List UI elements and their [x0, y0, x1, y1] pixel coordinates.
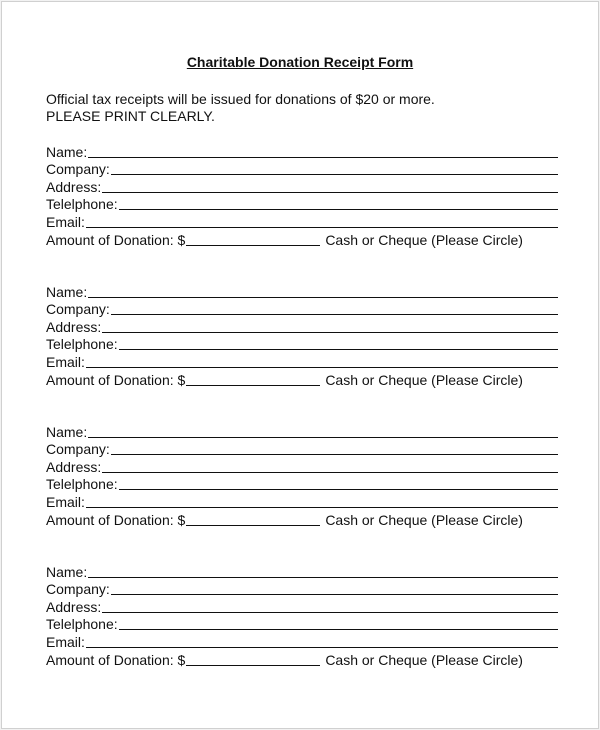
- payment-method-label[interactable]: Cash or Cheque (Please Circle): [325, 371, 523, 388]
- amount-label: Amount of Donation: $: [46, 511, 186, 528]
- company-row: [46, 440, 558, 458]
- address-label: Address:: [46, 318, 102, 335]
- email-field[interactable]: [86, 213, 558, 228]
- email-row: [46, 212, 558, 230]
- amount-row: [46, 510, 558, 528]
- name-field[interactable]: [88, 563, 558, 578]
- amount-field[interactable]: [186, 231, 320, 246]
- payment-method-label[interactable]: Cash or Cheque (Please Circle): [325, 651, 523, 668]
- payment-method-label[interactable]: Cash or Cheque (Please Circle): [325, 511, 523, 528]
- address-field[interactable]: [102, 598, 558, 613]
- name-label: Name:: [46, 423, 88, 440]
- company-field[interactable]: [111, 300, 558, 315]
- company-field[interactable]: [111, 160, 558, 175]
- donor-block-3: [46, 422, 558, 528]
- address-label: Address:: [46, 178, 102, 195]
- amount-field[interactable]: [186, 511, 320, 526]
- company-row: [46, 300, 558, 318]
- email-label: Email:: [46, 633, 85, 650]
- amount-row: [46, 370, 558, 388]
- telephone-label: Telelphone:: [46, 196, 118, 213]
- amount-label: Amount of Donation: $: [46, 371, 186, 388]
- telephone-label: Telelphone:: [46, 336, 118, 353]
- telephone-row: [46, 615, 558, 633]
- address-field[interactable]: [102, 458, 558, 473]
- amount-field[interactable]: [186, 651, 320, 666]
- telephone-field[interactable]: [119, 335, 558, 350]
- address-field[interactable]: [102, 178, 558, 193]
- donor-block-2: [46, 282, 558, 388]
- name-field[interactable]: [88, 283, 558, 298]
- company-label: Company:: [46, 301, 110, 318]
- address-row: [46, 597, 558, 615]
- amount-field[interactable]: [186, 371, 320, 386]
- email-field[interactable]: [86, 353, 558, 368]
- name-row: [46, 282, 558, 300]
- amount-row: [46, 230, 558, 248]
- email-row: [46, 492, 558, 510]
- company-row: [46, 160, 558, 178]
- donor-block-1: [46, 142, 558, 248]
- telephone-field[interactable]: [119, 195, 558, 210]
- payment-method-label[interactable]: Cash or Cheque (Please Circle): [325, 231, 523, 248]
- telephone-label: Telelphone:: [46, 616, 118, 633]
- donor-block-4: [46, 562, 558, 668]
- amount-label: Amount of Donation: $: [46, 231, 186, 248]
- name-field[interactable]: [88, 423, 558, 438]
- address-row: [46, 177, 558, 195]
- company-row: [46, 580, 558, 598]
- address-label: Address:: [46, 598, 102, 615]
- company-field[interactable]: [111, 440, 558, 455]
- email-label: Email:: [46, 213, 85, 230]
- form-instructions: [46, 91, 435, 124]
- form-title: Charitable Donation Receipt Form: [186, 54, 414, 70]
- telephone-row: [46, 475, 558, 493]
- email-label: Email:: [46, 353, 85, 370]
- address-row: [46, 457, 558, 475]
- amount-label: Amount of Donation: $: [46, 651, 186, 668]
- email-field[interactable]: [86, 493, 558, 508]
- company-label: Company:: [46, 581, 110, 598]
- telephone-field[interactable]: [119, 615, 558, 630]
- company-label: Company:: [46, 441, 110, 458]
- name-label: Name:: [46, 143, 88, 160]
- name-row: [46, 562, 558, 580]
- name-label: Name:: [46, 283, 88, 300]
- email-field[interactable]: [86, 633, 558, 648]
- telephone-row: [46, 195, 558, 213]
- telephone-field[interactable]: [119, 475, 558, 490]
- email-row: [46, 352, 558, 370]
- address-label: Address:: [46, 458, 102, 475]
- address-row: [46, 317, 558, 335]
- email-label: Email:: [46, 493, 85, 510]
- company-field[interactable]: [111, 580, 558, 595]
- address-field[interactable]: [102, 318, 558, 333]
- name-field[interactable]: [88, 143, 558, 158]
- telephone-row: [46, 335, 558, 353]
- name-row: [46, 142, 558, 160]
- name-label: Name:: [46, 563, 88, 580]
- print-clearly-note: PLEASE PRINT CLEARLY.: [46, 107, 215, 124]
- email-row: [46, 632, 558, 650]
- document-page: [1, 1, 599, 729]
- company-label: Company:: [46, 161, 110, 178]
- tax-receipt-note: Official tax receipts will be issued for donations of $20 or more.: [46, 91, 435, 107]
- name-row: [46, 422, 558, 440]
- amount-row: [46, 650, 558, 668]
- telephone-label: Telelphone:: [46, 476, 118, 493]
